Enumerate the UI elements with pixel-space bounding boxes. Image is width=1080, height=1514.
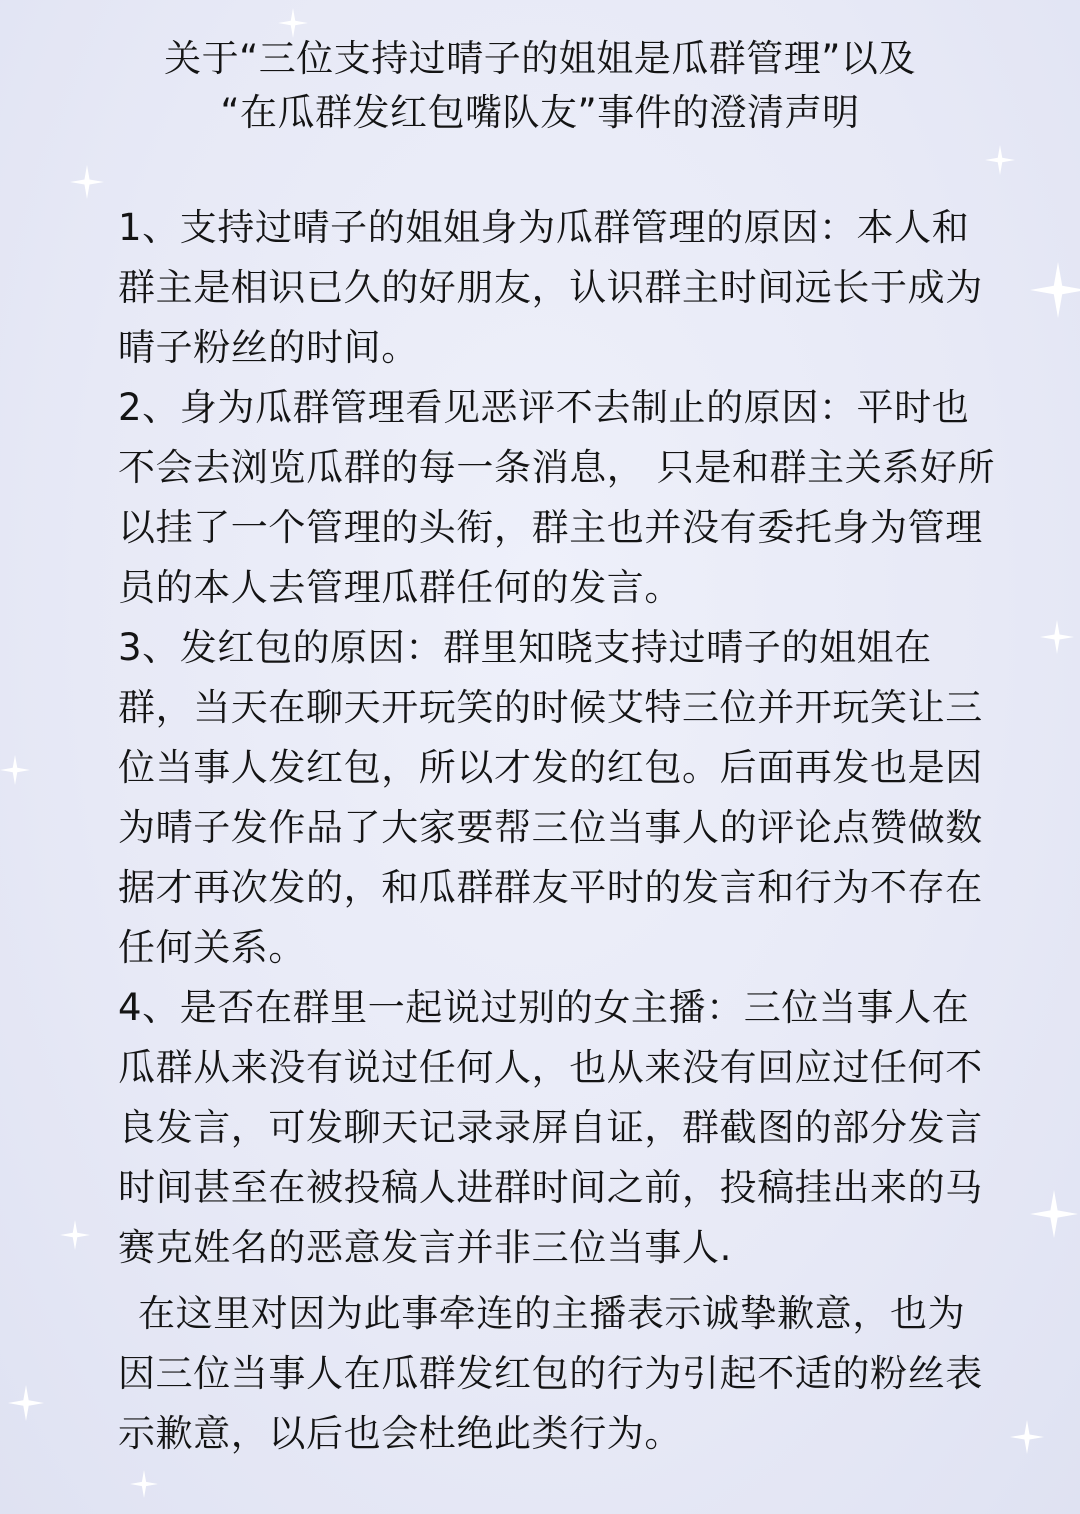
sparkle-icon [60,1220,90,1250]
paragraph-2: 2、身为瓜群管理看见恶评不去制止的原因：平时也不会去浏览瓜群的每一条消息， 只是和群主关系好所以挂了一个管理的头衔，群主也并没有委托身为管理员的本人去管理瓜群任何的发言。 [118,386,996,609]
sparkle-icon [1030,1190,1078,1238]
sparkle-icon [8,1385,44,1421]
sparkle-icon [1040,620,1074,654]
title-line-2: “在瓜群发红包嘴队友”事件的澄清声明 [220,91,860,134]
statement-body [118,198,998,1278]
title-line-1: 关于“三位支持过晴子的姐姐是瓜群管理”以及 [164,37,916,80]
sparkle-icon [70,165,104,199]
sparkle-icon [0,755,30,785]
sparkle-icon [1010,1420,1044,1454]
sparkle-icon [1030,262,1080,318]
paragraph-4: 4、是否在群里一起说过别的女主播：三位当事人在瓜群从来没有说过任何人，也从来没有回应过任何不良发言，可发聊天记录录屏自证，群截图的部分发言时间甚至在被投稿人进群时间之前，投稿挂出来的马赛克姓名的恶意发言并非三位当事人. [118,986,983,1269]
paragraph-3: 3、发红包的原因：群里知晓支持过晴子的姐姐在群，当天在聊天开玩笑的时候艾特三位并开玩笑让三位当事人发红包，所以才发的红包。后面再发也是因为晴子发作品了大家要帮三位当事人的评论点赞做数据才再次发的，和瓜群群友平时的发言和行为不存在任何关系。 [118,626,983,969]
sparkle-icon [130,1470,158,1498]
statement-title [60,32,1020,140]
sparkle-icon [985,145,1015,175]
paragraph-1: 1、支持过晴子的姐姐身为瓜群管理的原因：本人和群主是相识已久的好朋友，认识群主时间远长于成为晴子粉丝的时间。 [118,206,983,369]
closing-paragraph: 在这里对因为此事牵连的主播表示诚挚歉意，也为因三位当事人在瓜群发红包的行为引起不适的粉丝表示歉意，以后也会杜绝此类行为。 [118,1292,983,1455]
